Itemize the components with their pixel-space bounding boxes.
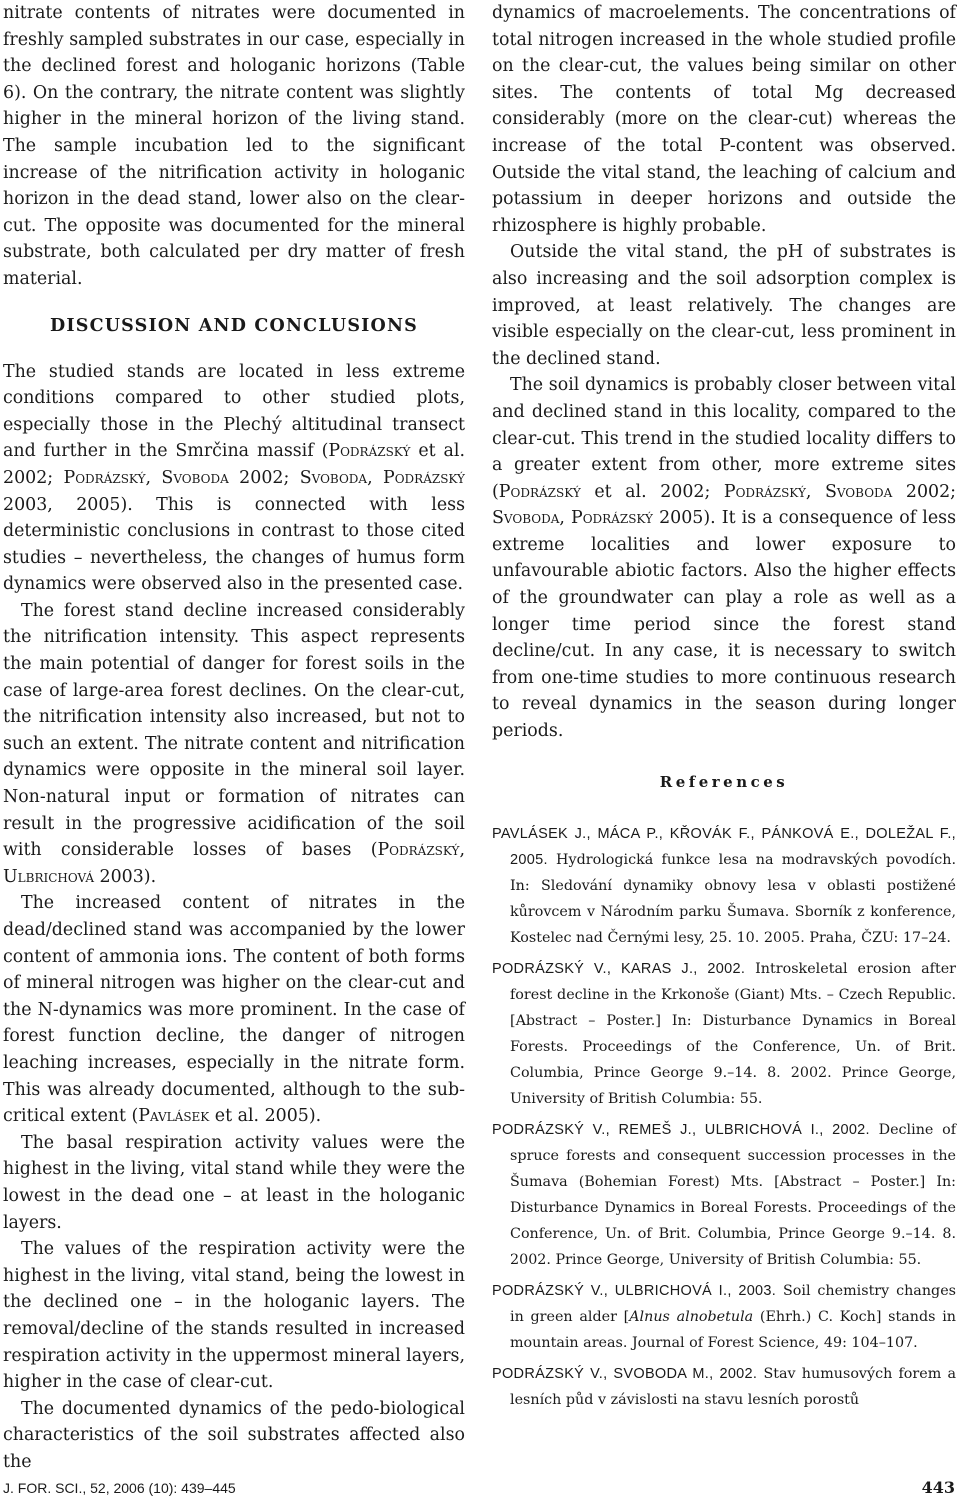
- journal-citation: J. FOR. SCI., 52, 2006 (10): 439–445: [3, 1480, 236, 1496]
- paragraph: The forest stand decline increased considerably the nitrification intensity. This aspect represents the main potential of danger for forest soils in the case of large-area forest declines. On the clear-cut, the nitrification intensity also increased, but not to such an extent. The nitrate content and nitrification dynamics were opposite in the mineral soil layer. Non-natural input or formation of nitrates can result in the progressive acidification of the soil with considerable losses of bases (Podrázský, Ulbrichová 2003).: [3, 600, 465, 887]
- right-column: [492, 0, 956, 1418]
- paragraph: The documented dynamics of the pedo-biological characteristics of the soil substrates affected also the: [3, 1398, 465, 1472]
- reference-item: PODRÁZSKÝ V., ULBRICHOVÁ I., 2003. Soil chemistry changes in green alder [Alnus alnobetula (Ehrh.) C. Koch] stands in mountain areas. Journal of Forest Science, 49: 104–107.: [492, 1282, 956, 1351]
- paragraph: Outside the vital stand, the pH of substrates is also increasing and the soil adsorption complex is improved, at least relatively. The changes are visible especially on the clear-cut, less prominent in the declined stand.: [492, 242, 956, 369]
- left-column: [3, 0, 465, 1475]
- paragraph: The values of the respiration activity were the highest in the living, vital stand, being the lowest in the declined one – in the hologanic layers. The removal/decline of the stands resulted in increased respiration activity in the uppermost mineral layers, higher in the case of clear-cut.: [3, 1239, 465, 1393]
- paragraph: nitrate contents of nitrates were documented in freshly sampled substrates in our case, especially in the declined forest and hologanic horizons (Table 6). On the contrary, the nitrate content was slightly higher in the mineral horizon of the living stand. The sample incubation led to the significant increase of the nitrification activity in hologanic horizon in the dead stand, lower also on the clear-cut. The opposite was documented for the mineral substrate, both calculated per dry matter of fresh material.: [3, 3, 465, 289]
- reference-item: PODRÁZSKÝ V., SVOBODA M., 2002. Stav humusových forem a lesních půd v závislosti na stavu lesních porostů: [492, 1365, 956, 1408]
- reference-item: PODRÁZSKÝ V., KARAS J., 2002. Introskeletal erosion after forest decline in the Krkonoše (Giant) Mts. – Czech Republic. [Abstract – Poster.] In: Disturbance Dynamics in Boreal Forests. Proceedings of the Conference, Un. of Brit. Columbia, Prince George 9.–14. 8. 2002. Prince George, University of British Columbia: 55.: [492, 960, 956, 1107]
- paragraph: The increased content of nitrates in the dead/declined stand was accompanied by the lower content of ammonia ions. The content of both forms of mineral nitrogen was higher on the clear-cut and the N-dynamics was more prominent. In the case of forest function decline, the danger of nitrogen leaching increases, especially in the nitrate form. This was already documented, although to the sub-critical extent (Pavlásek et al. 2005).: [3, 893, 465, 1127]
- paragraph: The studied stands are located in less extreme conditions compared to other studied plots, especially those in the Plechý altitudinal transect and further in the Smrčina massif (Podrázský et al. 2002; Podrázský, Svoboda 2002; Svoboda, Podrázský 2003, 2005). This is connected with less deterministic conclusions in contrast to those cited studies – nevertheless, the changes of humus form dynamics were observed also in the presented case.: [3, 361, 466, 595]
- references-heading: References: [659, 772, 789, 791]
- reference-item: PODRÁZSKÝ V., REMEŠ J., ULBRICHOVÁ I., 2002. Decline of spruce forests and consequent succession processes in the Šumava (Bohemian Forest) Mts. [Abstract – Poster.] In: Disturbance Dynamics in Boreal Forests. Proceedings of the Conference, Un. of Brit. Columbia, Prince George 9.–14. 8. 2002. Prince George, University of British Columbia: 55.: [492, 1121, 957, 1268]
- paragraph: The soil dynamics is probably closer between vital and declined stand in this locality, compared to the clear-cut. This trend in the studied locality differs to a greater extent from other, more extreme sites (Podrázský et al. 2002; Podrázský, Svoboda 2002; Svoboda, Podrázský 2005). It is a consequence of less extreme localities and lower exposure to unfavourable abiotic factors. Also the higher effects of the groundwater can play a role as well as a longer time period since the forest stand decline/cut. In any case, it is necessary to switch from one-time studies to more continuous research to reveal dynamics in the season during longer periods.: [492, 375, 956, 742]
- paragraph: dynamics of macroelements. The concentrations of total nitrogen increased in the whole studied profile on the clear-cut, the values being similar on other sites. The contents of total Mg decreased considerably (more on the clear-cut) whereas the increase of the total P-content was observed. Outside the vital stand, the leaching of calcium and potassium in deeper horizons and outside the rhizosphere is highly probable.: [492, 3, 956, 236]
- page-number: 443: [921, 1478, 955, 1497]
- section-heading-discussion: DISCUSSION AND CONCLUSIONS: [49, 315, 419, 336]
- reference-item: PAVLÁSEK J., MÁCA P., KŘOVÁK F., PÁNKOVÁ E., DOLEŽAL F., 2005. Hydrologická funkce lesa na modravských povodích. In: Sledování dynamiky obnovy lesa v oblasti postižené kůrovcem v Národním parku Šumava. Sborník z konference, Kostelec nad Černými lesy, 25. 10. 2005. Praha, ČZU: 17–24.: [492, 825, 956, 946]
- paragraph: The basal respiration activity values were the highest in the living, vital stand while they were the lowest in the dead one – at least in the hologanic layers.: [3, 1132, 465, 1233]
